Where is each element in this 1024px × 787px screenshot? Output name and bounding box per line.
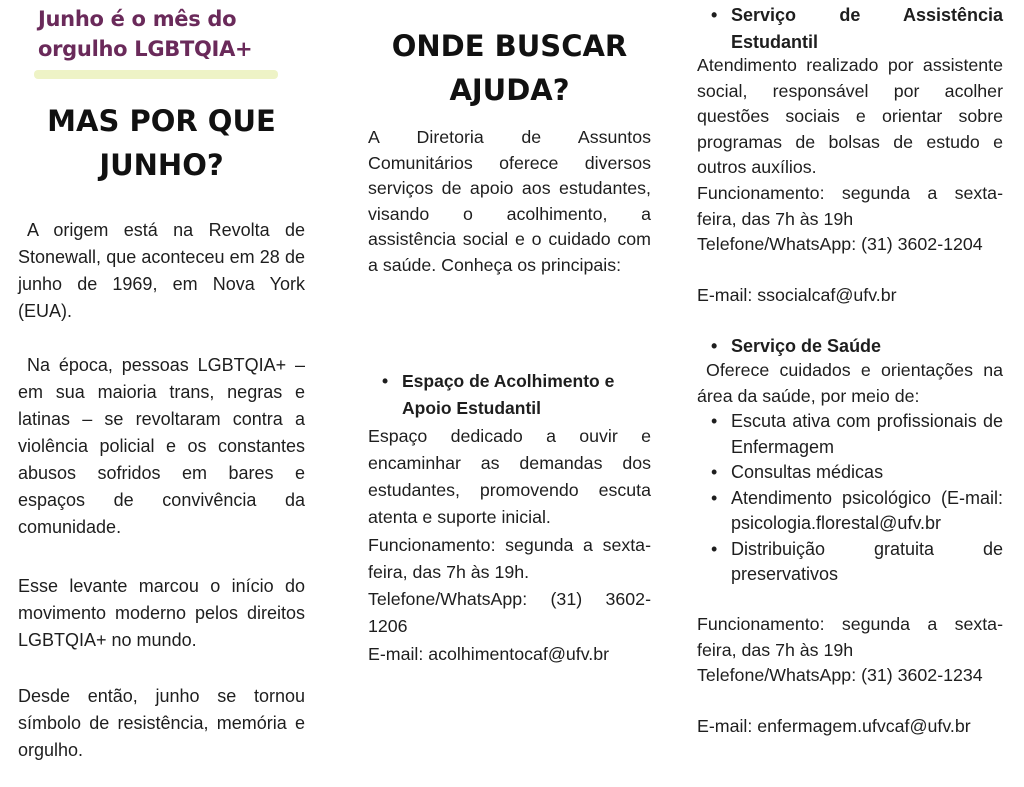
service-saude-email: E-mail: enfermagem.ufvcaf@ufv.br bbox=[697, 716, 971, 736]
banner-line-2: orgulho LGBTQIA+ bbox=[38, 37, 253, 61]
bullet-icon: • bbox=[382, 371, 389, 391]
list-item-text: Consultas médicas bbox=[731, 462, 884, 482]
service-saude-phone: Telefone/WhatsApp: (31) 3602-1234 bbox=[697, 665, 983, 685]
list-item bbox=[697, 409, 1003, 460]
service-assistencia-title-text: Serviço de Assistência Estudantil bbox=[731, 5, 1003, 52]
service-saude-list bbox=[697, 409, 1003, 588]
list-item-text: Atendimento psicológico (E-mail: psicologia.florestal@ufv.br bbox=[731, 487, 1003, 533]
bullet-icon: • bbox=[711, 336, 718, 356]
where-help-title-line-1: ONDE BUSCAR bbox=[391, 29, 628, 63]
pride-month-banner bbox=[38, 4, 278, 64]
list-item bbox=[697, 486, 1003, 537]
service-saude-title bbox=[697, 333, 1003, 360]
service-assistencia-desc: Atendimento realizado por assistente social, responsável por acolher questões sociais e orientar sobre programas de bolsas de estudo e outros auxílios. bbox=[697, 55, 1003, 177]
service-saude-hours: Funcionamento: segunda a sexta-feira, das 7h às 19h bbox=[697, 614, 1003, 660]
why-june-title-line-1: MAS POR QUE bbox=[47, 104, 276, 138]
service-assistencia-email: E-mail: ssocialcaf@ufv.br bbox=[697, 285, 897, 305]
service-acolhimento-phone: Telefone/WhatsApp: (31) 3602-1206 bbox=[368, 589, 651, 636]
list-item-text: Distribuição gratuita de preservativos bbox=[731, 538, 1003, 584]
service-acolhimento-title bbox=[368, 368, 651, 422]
why-june-title bbox=[18, 99, 305, 187]
list-item bbox=[697, 460, 1003, 486]
history-paragraph: Na época, pessoas LGBTQIA+ – em sua maioria trans, negras e latinas – se revoltaram contra a violência policial e os constantes abusos sofridos em bares e espaços de convivência da comunidade. bbox=[18, 355, 305, 537]
stonewall-paragraph: A origem está na Revolta de Stonewall, que aconteceu em 28 de junho de 1969, em Nova York (EUA). bbox=[18, 220, 305, 321]
where-help-title-line-2: AJUDA? bbox=[449, 73, 570, 107]
bullet-icon: • bbox=[711, 538, 718, 559]
bullet-icon: • bbox=[711, 411, 718, 431]
intro-paragraph: A Diretoria de Assuntos Comunitários oferece diversos serviços de apoio aos estudantes, visando o acolhimento, a assistência social e o cuidado com a saúde. Conheça os principais: bbox=[368, 127, 651, 275]
banner-line-1: Junho é o mês do bbox=[38, 7, 237, 31]
bullet-icon: • bbox=[711, 487, 718, 508]
service-acolhimento-email: E-mail: acolhimentocaf@ufv.br bbox=[368, 644, 610, 664]
symbol-paragraph: Desde então, junho se tornou símbolo de resistência, memória e orgulho. bbox=[18, 686, 305, 760]
service-assistencia-hours: Funcionamento: segunda a sexta-feira, das 7h às 19h bbox=[697, 183, 1003, 229]
service-assistencia-phone: Telefone/WhatsApp: (31) 3602-1204 bbox=[697, 234, 983, 254]
list-item-text: Escuta ativa com profissionais de Enfermagem bbox=[731, 411, 1003, 457]
service-acolhimento-desc: Espaço dedicado a ouvir e encaminhar as demandas dos estudantes, promovendo escuta atenta e suporte inicial. bbox=[368, 426, 651, 527]
service-saude-intro: Oferece cuidados e orientações na área da saúde, por meio de: bbox=[697, 360, 1003, 406]
why-june-title-line-2: JUNHO? bbox=[99, 148, 224, 182]
service-acolhimento-title-text: Espaço de Acolhimento e Apoio Estudantil bbox=[402, 371, 615, 418]
service-acolhimento-hours: Funcionamento: segunda a sexta-feira, das 7h às 19h. bbox=[368, 535, 651, 582]
list-item bbox=[697, 537, 1003, 588]
service-assistencia-title bbox=[697, 2, 1003, 56]
banner-highlight bbox=[34, 70, 278, 79]
movement-paragraph: Esse levante marcou o início do movimento moderno pelos direitos LGBTQIA+ no mundo. bbox=[18, 576, 305, 650]
bullet-icon: • bbox=[711, 5, 718, 25]
service-saude-title-text: Serviço de Saúde bbox=[731, 336, 882, 356]
bullet-icon: • bbox=[711, 462, 718, 482]
where-help-title bbox=[368, 24, 651, 112]
